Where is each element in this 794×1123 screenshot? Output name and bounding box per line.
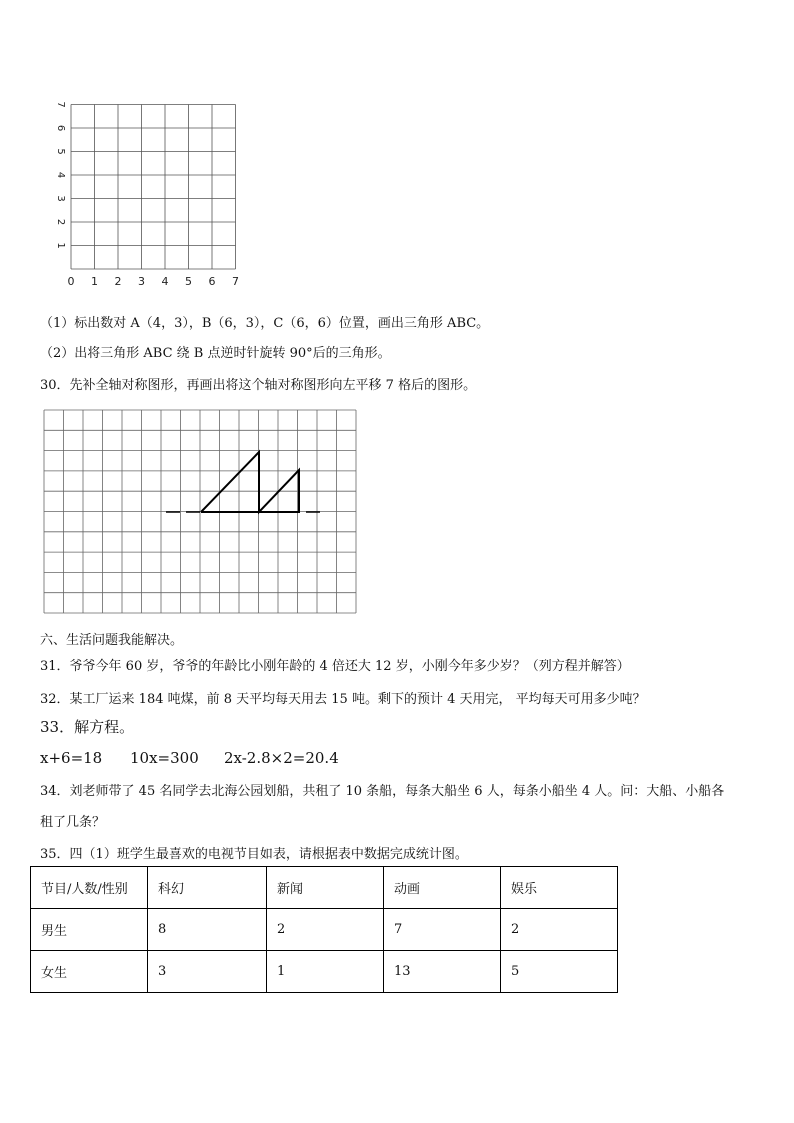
- x-tick-label: 1: [91, 275, 98, 288]
- x-tick-label: 0: [67, 275, 75, 288]
- table-cell: 5: [501, 951, 618, 993]
- table-row: [31, 909, 618, 951]
- table-header-cell: 动画: [384, 867, 501, 909]
- y-tick-label: 5: [55, 148, 66, 155]
- q31-text: 31．爷爷今年 60 岁，爷爷的年龄比小刚年龄的 4 倍还大 12 岁，小刚今年多少岁？（列方程并解答）: [40, 659, 630, 674]
- y-tick-label: 2: [55, 218, 66, 226]
- tv-program-table: [30, 866, 618, 993]
- x-tick-label: 2: [114, 275, 122, 288]
- symmetry-grid[interactable]: [40, 408, 365, 618]
- table-cell: 3: [148, 951, 267, 993]
- q33-text: 33．解方程。: [40, 718, 135, 736]
- table-cell: 8: [148, 909, 267, 951]
- table-header-cell: 新闻: [267, 867, 384, 909]
- q34-line2: 租了几条？: [40, 815, 106, 830]
- table-cell: 2: [267, 909, 384, 951]
- q29-part1: （1）标出数对 A（4，3），B（6，3），C（6，6）位置，画出三角形 ABC。: [40, 316, 490, 331]
- equation-3: 2x-2.8×2=20.4: [224, 749, 339, 767]
- y-tick-label: 4: [55, 171, 66, 179]
- x-tick-label: 4: [161, 275, 169, 288]
- x-tick-label: 3: [138, 275, 145, 288]
- q29-part2: （2）出将三角形 ABC 绕 B 点逆时针旋转 90°后的三角形。: [40, 346, 391, 361]
- y-tick-label: 7: [55, 101, 66, 108]
- section-6-heading: 六、生活问题我能解决。: [40, 633, 184, 648]
- x-tick-label: 6: [208, 275, 216, 288]
- table-cell: 7: [384, 909, 501, 951]
- table-cell: 女生: [31, 951, 148, 993]
- y-tick-label: 1: [55, 242, 66, 249]
- table-header-row: [31, 867, 618, 909]
- equation-1: x+6=18: [40, 749, 103, 767]
- q32-text: 32．某工厂运来 184 吨煤，前 8 天平均每天用去 15 吨。剩下的预计 4 天用完， 平均每天可用多少吨？: [40, 692, 646, 707]
- table-header-cell: 节目/人数/性别: [31, 867, 148, 909]
- equation-2: 10x=300: [130, 749, 199, 767]
- coordinate-grid[interactable]: [50, 100, 250, 290]
- q30-text: 30．先补全轴对称图形，再画出将这个轴对称图形向左平移 7 格后的图形。: [40, 378, 477, 393]
- table-header-cell: 娱乐: [501, 867, 618, 909]
- table-cell: 男生: [31, 909, 148, 951]
- table-cell: 1: [267, 951, 384, 993]
- table-row: [31, 951, 618, 993]
- table-cell: 2: [501, 909, 618, 951]
- y-tick-label: 6: [55, 124, 66, 132]
- x-tick-label: 5: [185, 275, 192, 288]
- y-tick-label: 3: [55, 195, 66, 202]
- x-tick-label: 7: [232, 275, 239, 288]
- table-cell: 13: [384, 951, 501, 993]
- q35-text: 35．四（1）班学生最喜欢的电视节目如表，请根据表中数据完成统计图。: [40, 847, 468, 862]
- table-header-cell: 科幻: [148, 867, 267, 909]
- q34-line1: 34．刘老师带了 45 名同学去北海公园划船，共租了 10 条船，每条大船坐 6 人，每条小船坐 4 人。问：大船、小船各: [40, 784, 725, 799]
- half-figure: [201, 452, 299, 512]
